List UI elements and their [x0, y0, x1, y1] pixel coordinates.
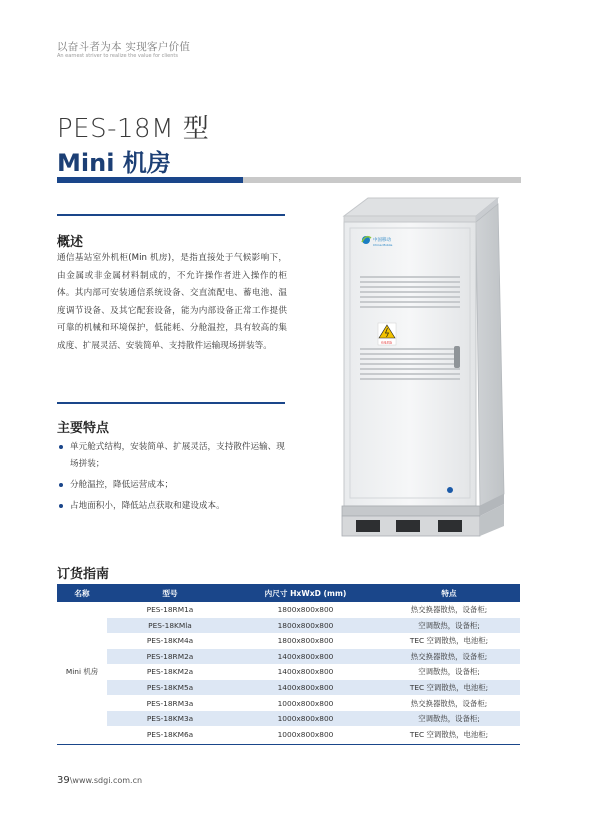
badge-icon	[447, 487, 453, 493]
bullet-icon	[59, 504, 63, 508]
features-top-line	[57, 402, 285, 404]
features-heading: 主要特点	[57, 421, 110, 436]
model-cell: PES-18KM6a	[146, 729, 194, 739]
door-handle	[454, 346, 460, 368]
feature-cell: 热交换器散热，设备柜;	[378, 649, 520, 665]
model-cell: PES-18KM5a	[107, 680, 233, 696]
size-cell: 1400x800x800	[277, 667, 334, 677]
page-footer	[57, 775, 142, 786]
feature-cell: 热交换器散热，设备柜;	[410, 698, 488, 708]
table-header-row	[57, 584, 520, 602]
feature-text: 分舱温控，降低运营成本；	[70, 480, 174, 490]
feature-item	[57, 477, 287, 494]
table-row	[57, 618, 520, 634]
size-cell: 1000x800x800	[233, 711, 378, 727]
order-table	[57, 584, 520, 742]
cabinet-product-image	[338, 196, 524, 541]
overview-text: 通信基站室外机柜(Min 机房)，是指直接处于气候影响下，由金属或非金属材料制成的，不允许操作者进入操作的柜体。其内部可安装通信系统设备、交直流配电、蓄电池、温度调节设备、及其它配套设备，能为内部设备正常工作提供可靠的机械和环境保护，低能耗、分舱温控，具有较高的集成度、扩展灵活、安装简单、支持散件运输现场拼装等。	[57, 253, 287, 351]
product-model-title: PES-18M 型	[57, 114, 210, 144]
table-row	[57, 726, 520, 742]
feature-cell: 热交换器散热，设备柜;	[410, 605, 488, 615]
product-name-cell: Mini 机房	[57, 602, 107, 742]
overview-top-line	[57, 214, 285, 216]
table-row	[57, 695, 520, 711]
logo-en-text: China Mobile	[373, 243, 393, 247]
model-cell: PES-18RM3a	[146, 698, 194, 708]
website-link[interactable]: \www.sdgi.com.cn	[69, 776, 143, 785]
feature-text: 占地面积小，降低站点获取和建设成本。	[70, 501, 225, 511]
bullet-icon	[59, 445, 63, 449]
size-cell: 1800x800x800	[233, 618, 378, 634]
feature-item	[57, 439, 287, 473]
model-cell: PES-18KM3a	[107, 711, 233, 727]
logo-text: 中国移动	[373, 238, 391, 243]
table-row	[57, 602, 520, 618]
feature-cell: TEC 空调散热，电池柜;	[409, 636, 489, 646]
title-divider	[57, 177, 521, 183]
size-cell: 1400x800x800	[233, 680, 378, 696]
table-bottom-line	[57, 744, 520, 745]
model-cell: PES-18KM2a	[146, 667, 194, 677]
header-name: 名称	[57, 584, 107, 602]
table-row	[57, 633, 520, 649]
feature-cell: TEC 空调散热，电池柜;	[409, 729, 489, 739]
table-row	[57, 664, 520, 680]
warning-label: 有电危险	[381, 340, 393, 345]
order-guide-heading: 订货指南	[57, 567, 110, 582]
product-subtitle: Mini 机房	[57, 149, 171, 177]
bullet-icon	[59, 483, 63, 487]
table-row	[57, 680, 520, 696]
size-cell: 1000x800x800	[277, 698, 334, 708]
slogan: 以奋斗者为本 实现客户价值	[57, 41, 191, 53]
feature-cell: 空调散热，设备柜;	[378, 711, 520, 727]
header-feature: 特点	[378, 584, 520, 602]
slogan-en: An earnest striver to realize the value for clients	[57, 53, 178, 59]
size-cell: 1800x800x800	[277, 636, 334, 646]
model-cell: PES-18RM2a	[107, 649, 233, 665]
feature-item	[57, 498, 287, 515]
size-cell: 1000x800x800	[277, 729, 334, 739]
size-cell: 1400x800x800	[233, 649, 378, 665]
page-number: 39	[57, 775, 70, 786]
size-cell: 1800x800x800	[277, 605, 334, 615]
feature-cell: 空调散热，设备柜;	[418, 667, 480, 677]
feature-cell: 空调散热，设备柜;	[378, 618, 520, 634]
overview-heading: 概述	[57, 235, 84, 250]
header-size: 内尺寸 HxWxD (mm)	[233, 584, 378, 602]
model-cell: PES-18KM4a	[146, 636, 194, 646]
features-list	[57, 439, 287, 519]
feature-text: 单元舱式结构，安装简单、扩展灵活，支持散件运输、现场拼装；	[70, 442, 285, 469]
table-row	[57, 711, 520, 727]
model-cell: PES-18RM1a	[146, 605, 194, 615]
model-cell: PES-18KMla	[107, 618, 233, 634]
table-row	[57, 649, 520, 665]
feature-cell: TEC 空调散热，电池柜;	[378, 680, 520, 696]
header-model: 型号	[107, 584, 233, 602]
